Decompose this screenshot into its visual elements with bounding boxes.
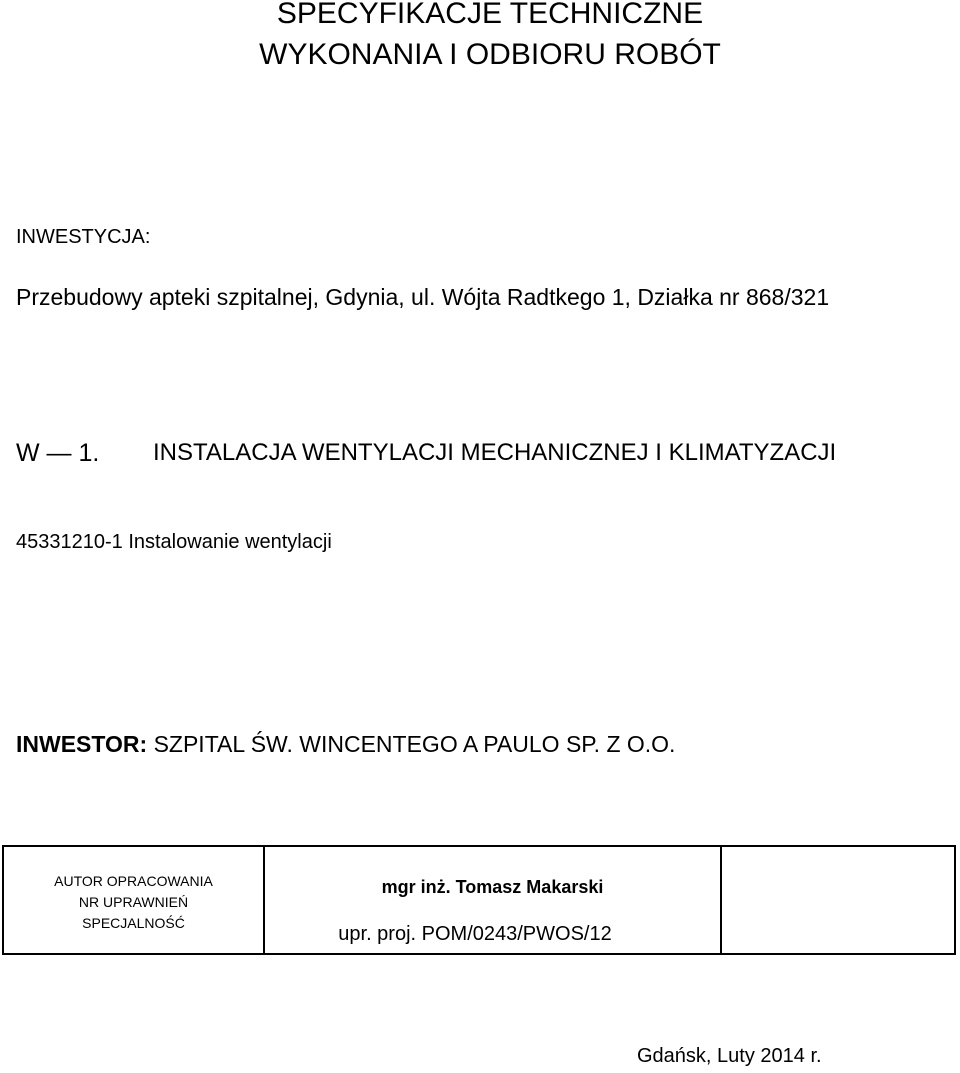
- section-title: INSTALACJA WENTYLACJI MECHANICZNEJ I KLIMATYZACJI: [153, 439, 837, 466]
- specialty-label: SPECJALNOŚĆ: [82, 915, 185, 931]
- document-title-line-2: WYKONANIA I ODBIORU ROBÓT: [259, 38, 721, 71]
- section-code: W — 1.: [16, 439, 100, 467]
- investor-line: [16, 729, 675, 759]
- document-title-line-1: SPECYFIKACJE TECHNICZNE: [276, 0, 704, 30]
- signature-cell: [722, 847, 954, 953]
- investment-value: Przebudowy apteki szpitalnej, Gdynia, ul. Wójta Radtkego 1, Działka nr 868/321: [16, 284, 830, 310]
- license-label: NR UPRAWNIEŃ: [78, 894, 189, 910]
- author-license-number: upr. proj. POM/0243/PWOS/12: [338, 923, 612, 945]
- author-values-cell: [265, 847, 722, 953]
- author-name: mgr inż. Tomasz Makarski: [381, 877, 604, 897]
- author-labels-cell: [4, 847, 265, 953]
- author-table: [2, 845, 956, 955]
- author-label: AUTOR OPRACOWANIA: [54, 873, 213, 889]
- investor-value: SZPITAL ŚW. WINCENTEGO A PAULO SP. Z O.O.: [147, 731, 676, 757]
- cpv-code-line: 45331210-1 Instalowanie wentylacji: [16, 531, 332, 553]
- place-and-date: Gdańsk, Luty 2014 r.: [637, 1045, 822, 1067]
- investor-label: INWESTOR:: [16, 731, 148, 757]
- investment-label: INWESTYCJA:: [16, 226, 151, 248]
